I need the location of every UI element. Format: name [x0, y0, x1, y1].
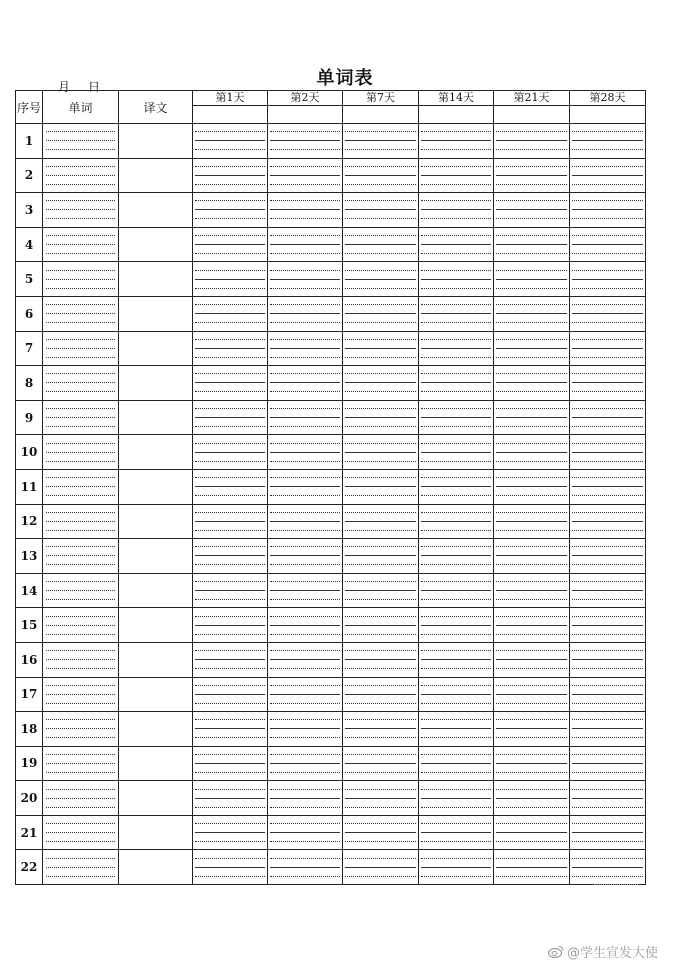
review-cell[interactable]: [193, 366, 268, 401]
translation-cell[interactable]: [119, 815, 193, 850]
review-cell[interactable]: [343, 781, 419, 816]
review-cell[interactable]: [268, 296, 343, 331]
table-row: [16, 746, 646, 781]
header-day-14: 第14天: [419, 91, 494, 106]
review-cell[interactable]: [343, 262, 419, 297]
table-row: [16, 850, 646, 885]
review-cell[interactable]: [570, 469, 646, 504]
row-index: 10: [16, 435, 43, 470]
table-row: [16, 193, 646, 228]
table-body: [16, 124, 646, 885]
review-cell[interactable]: [268, 435, 343, 470]
review-cell[interactable]: [419, 850, 494, 885]
translation-cell[interactable]: [119, 573, 193, 608]
review-cell[interactable]: [570, 331, 646, 366]
word-cell[interactable]: [43, 227, 119, 262]
review-cell[interactable]: [268, 331, 343, 366]
row-index: 7: [16, 331, 43, 366]
review-cell[interactable]: [494, 781, 570, 816]
word-cell[interactable]: [43, 850, 119, 885]
review-cell[interactable]: [268, 504, 343, 539]
review-cell[interactable]: [494, 469, 570, 504]
review-cell[interactable]: [343, 608, 419, 643]
review-cell[interactable]: [419, 227, 494, 262]
review-cell[interactable]: [343, 296, 419, 331]
table-row: [16, 158, 646, 193]
review-cell[interactable]: [419, 642, 494, 677]
review-cell[interactable]: [343, 815, 419, 850]
review-cell[interactable]: [570, 850, 646, 885]
header-day-28-blank[interactable]: [570, 106, 646, 124]
review-cell[interactable]: [494, 642, 570, 677]
review-cell[interactable]: [494, 573, 570, 608]
watermark: [548, 942, 658, 961]
header-day-7-blank[interactable]: [343, 106, 419, 124]
review-cell[interactable]: [343, 400, 419, 435]
review-cell[interactable]: [193, 642, 268, 677]
row-index: 14: [16, 573, 43, 608]
translation-cell[interactable]: [119, 539, 193, 574]
review-cell[interactable]: [570, 435, 646, 470]
review-cell[interactable]: [570, 124, 646, 159]
word-cell[interactable]: [43, 712, 119, 747]
review-cell[interactable]: [343, 124, 419, 159]
table-row: [16, 608, 646, 643]
table-row: [16, 296, 646, 331]
word-cell[interactable]: [43, 193, 119, 228]
review-cell[interactable]: [268, 781, 343, 816]
row-index: 12: [16, 504, 43, 539]
review-cell[interactable]: [494, 539, 570, 574]
review-cell[interactable]: [268, 124, 343, 159]
table-row: [16, 366, 646, 401]
review-cell[interactable]: [193, 296, 268, 331]
header-day-14-blank[interactable]: [419, 106, 494, 124]
review-cell[interactable]: [494, 296, 570, 331]
header-row: [16, 91, 646, 106]
review-cell[interactable]: [343, 193, 419, 228]
word-cell[interactable]: [43, 781, 119, 816]
review-cell[interactable]: [268, 677, 343, 712]
review-cell[interactable]: [570, 296, 646, 331]
review-cell[interactable]: [494, 850, 570, 885]
translation-cell[interactable]: [119, 193, 193, 228]
table-row: [16, 504, 646, 539]
word-cell[interactable]: [43, 504, 119, 539]
review-cell[interactable]: [570, 262, 646, 297]
review-cell[interactable]: [268, 573, 343, 608]
row-index: 16: [16, 642, 43, 677]
header-day-1: 第1天: [193, 91, 268, 106]
review-cell[interactable]: [268, 469, 343, 504]
review-cell[interactable]: [419, 504, 494, 539]
row-index: 20: [16, 781, 43, 816]
review-cell[interactable]: [419, 746, 494, 781]
review-cell[interactable]: [419, 573, 494, 608]
review-cell[interactable]: [343, 573, 419, 608]
review-cell[interactable]: [193, 573, 268, 608]
word-cell[interactable]: [43, 296, 119, 331]
review-cell[interactable]: [419, 815, 494, 850]
review-cell[interactable]: [419, 296, 494, 331]
review-cell[interactable]: [343, 677, 419, 712]
review-cell[interactable]: [570, 712, 646, 747]
table-row: [16, 435, 646, 470]
row-index: 18: [16, 712, 43, 747]
table-row: [16, 712, 646, 747]
review-cell[interactable]: [268, 193, 343, 228]
review-cell[interactable]: [570, 539, 646, 574]
word-cell[interactable]: [43, 746, 119, 781]
review-cell[interactable]: [494, 366, 570, 401]
word-cell[interactable]: [43, 331, 119, 366]
footer-divider: [594, 884, 638, 885]
review-cell[interactable]: [494, 815, 570, 850]
review-cell[interactable]: [419, 781, 494, 816]
translation-cell[interactable]: [119, 746, 193, 781]
row-index: 15: [16, 608, 43, 643]
table-row: [16, 539, 646, 574]
review-cell[interactable]: [419, 331, 494, 366]
word-cell[interactable]: [43, 124, 119, 159]
row-index: 5: [16, 262, 43, 297]
page-title: 单词表: [316, 68, 374, 89]
review-cell[interactable]: [419, 366, 494, 401]
translation-cell[interactable]: [119, 124, 193, 159]
translation-cell[interactable]: [119, 227, 193, 262]
review-cell[interactable]: [494, 608, 570, 643]
word-cell[interactable]: [43, 158, 119, 193]
review-cell[interactable]: [570, 815, 646, 850]
row-index: 1: [16, 124, 43, 159]
word-cell[interactable]: [43, 366, 119, 401]
review-cell[interactable]: [268, 400, 343, 435]
review-cell[interactable]: [570, 677, 646, 712]
review-cell[interactable]: [268, 366, 343, 401]
date-day-label: 日: [88, 80, 101, 94]
row-index: 4: [16, 227, 43, 262]
table-row: [16, 469, 646, 504]
review-cell[interactable]: [343, 435, 419, 470]
table-row: [16, 262, 646, 297]
review-cell[interactable]: [570, 193, 646, 228]
header-day-2-blank[interactable]: [268, 106, 343, 124]
review-cell[interactable]: [494, 400, 570, 435]
word-cell[interactable]: [43, 642, 119, 677]
review-cell[interactable]: [193, 193, 268, 228]
translation-cell[interactable]: [119, 781, 193, 816]
row-index: 3: [16, 193, 43, 228]
word-cell[interactable]: [43, 677, 119, 712]
review-cell[interactable]: [343, 539, 419, 574]
table-row: [16, 227, 646, 262]
translation-cell[interactable]: [119, 400, 193, 435]
review-cell[interactable]: [494, 331, 570, 366]
table-row: [16, 642, 646, 677]
review-cell[interactable]: [419, 677, 494, 712]
review-cell[interactable]: [570, 227, 646, 262]
table-row: [16, 400, 646, 435]
review-cell[interactable]: [268, 746, 343, 781]
review-cell[interactable]: [419, 712, 494, 747]
translation-cell[interactable]: [119, 850, 193, 885]
review-cell[interactable]: [193, 262, 268, 297]
row-index: 17: [16, 677, 43, 712]
header-day-1-blank[interactable]: [193, 106, 268, 124]
translation-cell[interactable]: [119, 296, 193, 331]
word-cell[interactable]: [43, 573, 119, 608]
review-cell[interactable]: [494, 712, 570, 747]
review-cell[interactable]: [193, 124, 268, 159]
review-cell[interactable]: [494, 124, 570, 159]
translation-cell[interactable]: [119, 712, 193, 747]
review-cell[interactable]: [193, 504, 268, 539]
table-row: [16, 573, 646, 608]
review-cell[interactable]: [193, 677, 268, 712]
review-cell[interactable]: [570, 400, 646, 435]
row-index: 6: [16, 296, 43, 331]
review-cell[interactable]: [494, 435, 570, 470]
weibo-icon: [548, 945, 564, 958]
review-cell[interactable]: [193, 746, 268, 781]
review-cell[interactable]: [419, 124, 494, 159]
header-day-28: 第28天: [570, 91, 646, 106]
review-cell[interactable]: [494, 746, 570, 781]
review-cell[interactable]: [494, 158, 570, 193]
row-index: 2: [16, 158, 43, 193]
review-cell[interactable]: [343, 712, 419, 747]
review-cell[interactable]: [268, 815, 343, 850]
translation-cell[interactable]: [119, 262, 193, 297]
row-index: 11: [16, 469, 43, 504]
watermark-text: @学生宣发大使: [567, 946, 659, 961]
review-cell[interactable]: [343, 331, 419, 366]
review-cell[interactable]: [343, 227, 419, 262]
word-cell[interactable]: [43, 539, 119, 574]
table-row: [16, 781, 646, 816]
header-day-21: 第21天: [494, 91, 570, 106]
review-cell[interactable]: [268, 227, 343, 262]
header-day-7: 第7天: [343, 91, 419, 106]
row-index: 22: [16, 850, 43, 885]
translation-cell[interactable]: [119, 677, 193, 712]
row-index: 19: [16, 746, 43, 781]
review-cell[interactable]: [193, 850, 268, 885]
header-index: 序号: [16, 91, 43, 124]
review-cell[interactable]: [343, 850, 419, 885]
review-cell[interactable]: [570, 573, 646, 608]
header-word: 单词: [43, 91, 119, 124]
review-cell[interactable]: [193, 539, 268, 574]
header-translation: 译文: [119, 91, 193, 124]
review-cell[interactable]: [343, 158, 419, 193]
review-cell[interactable]: [268, 712, 343, 747]
review-cell[interactable]: [343, 746, 419, 781]
review-cell[interactable]: [193, 158, 268, 193]
review-cell[interactable]: [193, 227, 268, 262]
review-cell[interactable]: [494, 504, 570, 539]
review-cell[interactable]: [268, 850, 343, 885]
table-row: [16, 124, 646, 159]
review-cell[interactable]: [343, 469, 419, 504]
review-cell[interactable]: [193, 781, 268, 816]
review-cell[interactable]: [419, 435, 494, 470]
review-cell[interactable]: [193, 608, 268, 643]
review-cell[interactable]: [570, 608, 646, 643]
word-cell[interactable]: [43, 400, 119, 435]
word-cell[interactable]: [43, 262, 119, 297]
review-cell[interactable]: [419, 608, 494, 643]
review-cell[interactable]: [268, 262, 343, 297]
review-cell[interactable]: [570, 746, 646, 781]
review-cell[interactable]: [193, 712, 268, 747]
review-cell[interactable]: [268, 158, 343, 193]
date-month-label: 月: [58, 80, 71, 94]
table-row: [16, 677, 646, 712]
header-day-2: 第2天: [268, 91, 343, 106]
review-cell[interactable]: [570, 366, 646, 401]
table-row: [16, 815, 646, 850]
review-cell[interactable]: [570, 504, 646, 539]
row-index: 8: [16, 366, 43, 401]
row-index: 13: [16, 539, 43, 574]
row-index: 21: [16, 815, 43, 850]
word-cell[interactable]: [43, 435, 119, 470]
vocabulary-table: [15, 90, 646, 885]
review-cell[interactable]: [419, 469, 494, 504]
translation-cell[interactable]: [119, 642, 193, 677]
review-cell[interactable]: [494, 227, 570, 262]
review-cell[interactable]: [193, 435, 268, 470]
word-cell[interactable]: [43, 608, 119, 643]
word-cell[interactable]: [43, 815, 119, 850]
review-cell[interactable]: [343, 504, 419, 539]
review-cell[interactable]: [268, 608, 343, 643]
word-cell[interactable]: [43, 469, 119, 504]
review-cell[interactable]: [419, 158, 494, 193]
translation-cell[interactable]: [119, 366, 193, 401]
review-cell[interactable]: [494, 677, 570, 712]
translation-cell[interactable]: [119, 504, 193, 539]
review-cell[interactable]: [419, 539, 494, 574]
translation-cell[interactable]: [119, 608, 193, 643]
review-cell[interactable]: [343, 366, 419, 401]
review-cell[interactable]: [570, 158, 646, 193]
translation-cell[interactable]: [119, 435, 193, 470]
review-cell[interactable]: [343, 642, 419, 677]
table-row: [16, 331, 646, 366]
review-cell[interactable]: [419, 400, 494, 435]
review-cell[interactable]: [494, 193, 570, 228]
review-cell[interactable]: [193, 469, 268, 504]
review-cell[interactable]: [570, 642, 646, 677]
review-cell[interactable]: [494, 262, 570, 297]
row-index: 9: [16, 400, 43, 435]
review-cell[interactable]: [193, 400, 268, 435]
translation-cell[interactable]: [119, 158, 193, 193]
translation-cell[interactable]: [119, 469, 193, 504]
review-cell[interactable]: [193, 815, 268, 850]
review-cell[interactable]: [268, 642, 343, 677]
review-cell[interactable]: [419, 262, 494, 297]
review-cell[interactable]: [570, 781, 646, 816]
translation-cell[interactable]: [119, 331, 193, 366]
review-cell[interactable]: [268, 539, 343, 574]
review-cell[interactable]: [419, 193, 494, 228]
header-day-21-blank[interactable]: [494, 106, 570, 124]
review-cell[interactable]: [193, 331, 268, 366]
